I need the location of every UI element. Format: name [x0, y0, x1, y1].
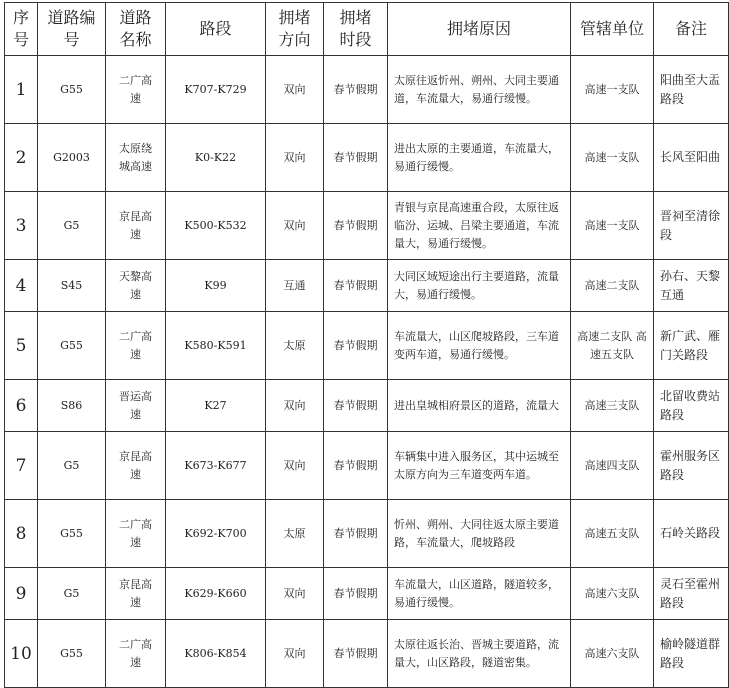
table-row — [5, 432, 729, 500]
table-header-row — [5, 3, 729, 56]
cell-direction: 双向 — [266, 568, 324, 620]
cell-period: 春节假期 — [324, 192, 388, 260]
cell-road-code: G5 — [38, 192, 106, 260]
cell-road-name: 二广高速 — [106, 620, 166, 688]
cell-section: K500-K532 — [166, 192, 266, 260]
table-row — [5, 124, 729, 192]
cell-road-code: G55 — [38, 56, 106, 124]
cell-unit: 高速一支队 — [571, 56, 654, 124]
cell-unit: 高速四支队 — [571, 432, 654, 500]
cell-road-name: 京昆高速 — [106, 192, 166, 260]
header-cause: 拥堵原因 — [388, 3, 571, 56]
cell-note: 灵石至霍州路段 — [654, 568, 729, 620]
cell-road-code: S86 — [38, 380, 106, 432]
cell-road-code: G2003 — [38, 124, 106, 192]
cell-note: 榆岭隧道群路段 — [654, 620, 729, 688]
cell-cause: 车辆集中进入服务区，其中运城至太原方向为三车道变两车道。 — [388, 432, 571, 500]
cell-unit: 高速一支队 — [571, 192, 654, 260]
header-note: 备注 — [654, 3, 729, 56]
cell-section: K806-K854 — [166, 620, 266, 688]
cell-unit: 高速二支队 高速五支队 — [571, 312, 654, 380]
cell-road-name: 天黎高速 — [106, 260, 166, 312]
cell-direction: 太原 — [266, 312, 324, 380]
cell-period: 春节假期 — [324, 500, 388, 568]
cell-cause: 忻州、朔州、大同往返太原主要道路，车流量大，爬坡路段 — [388, 500, 571, 568]
cell-direction: 双向 — [266, 620, 324, 688]
cell-direction: 双向 — [266, 192, 324, 260]
cell-section: K99 — [166, 260, 266, 312]
cell-no: 4 — [5, 260, 38, 312]
cell-cause: 太原往返忻州、朔州、大同主要通道，车流量大，易通行缓慢。 — [388, 56, 571, 124]
cell-section: K580-K591 — [166, 312, 266, 380]
cell-road-code: G5 — [38, 432, 106, 500]
cell-no: 6 — [5, 380, 38, 432]
cell-cause: 进出皇城相府景区的道路，流量大 — [388, 380, 571, 432]
header-period: 拥堵时段 — [324, 3, 388, 56]
cell-road-name: 二广高速 — [106, 312, 166, 380]
cell-no: 5 — [5, 312, 38, 380]
congestion-table-wrapper — [4, 2, 721, 688]
cell-cause: 太原往返长治、晋城主要道路，流量大，山区路段，隧道密集。 — [388, 620, 571, 688]
table-row — [5, 620, 729, 688]
header-unit: 管辖单位 — [571, 3, 654, 56]
cell-section: K629-K660 — [166, 568, 266, 620]
cell-period: 春节假期 — [324, 380, 388, 432]
cell-direction: 双向 — [266, 432, 324, 500]
cell-cause: 车流量大，山区道路，隧道较多，易通行缓慢。 — [388, 568, 571, 620]
cell-cause: 车流量大，山区爬坡路段，三车道变两车道，易通行缓慢。 — [388, 312, 571, 380]
cell-unit: 高速六支队 — [571, 620, 654, 688]
header-road-name: 道路名称 — [106, 3, 166, 56]
cell-period: 春节假期 — [324, 620, 388, 688]
cell-period: 春节假期 — [324, 56, 388, 124]
cell-direction: 双向 — [266, 56, 324, 124]
cell-no: 8 — [5, 500, 38, 568]
cell-no: 3 — [5, 192, 38, 260]
cell-note: 新广武、雁门关路段 — [654, 312, 729, 380]
cell-section: K0-K22 — [166, 124, 266, 192]
header-no: 序号 — [5, 3, 38, 56]
cell-note: 长风至阳曲 — [654, 124, 729, 192]
cell-direction: 互通 — [266, 260, 324, 312]
table-row — [5, 312, 729, 380]
header-section: 路段 — [166, 3, 266, 56]
cell-road-code: G55 — [38, 312, 106, 380]
cell-road-code: G55 — [38, 620, 106, 688]
cell-period: 春节假期 — [324, 432, 388, 500]
congestion-table — [4, 2, 729, 688]
cell-no: 2 — [5, 124, 38, 192]
cell-cause: 进出太原的主要通道，车流量大，易通行缓慢。 — [388, 124, 571, 192]
table-row — [5, 380, 729, 432]
cell-period: 春节假期 — [324, 260, 388, 312]
cell-cause: 大同区域短途出行主要道路，流量大，易通行缓慢。 — [388, 260, 571, 312]
table-body — [5, 56, 729, 688]
cell-note: 晋祠至清徐段 — [654, 192, 729, 260]
cell-unit: 高速一支队 — [571, 124, 654, 192]
cell-no: 7 — [5, 432, 38, 500]
cell-unit: 高速二支队 — [571, 260, 654, 312]
cell-no: 9 — [5, 568, 38, 620]
cell-road-name: 京昆高速 — [106, 432, 166, 500]
header-direction: 拥堵方向 — [266, 3, 324, 56]
cell-no: 10 — [5, 620, 38, 688]
table-row — [5, 260, 729, 312]
cell-road-name: 二广高速 — [106, 500, 166, 568]
cell-cause: 青银与京昆高速重合段，太原往返临汾、运城、吕梁主要通道，车流量大，易通行缓慢。 — [388, 192, 571, 260]
cell-road-name: 太原绕城高速 — [106, 124, 166, 192]
cell-road-name: 二广高速 — [106, 56, 166, 124]
cell-direction: 双向 — [266, 124, 324, 192]
cell-unit: 高速三支队 — [571, 380, 654, 432]
cell-unit: 高速五支队 — [571, 500, 654, 568]
cell-road-code: G5 — [38, 568, 106, 620]
cell-unit: 高速六支队 — [571, 568, 654, 620]
cell-no: 1 — [5, 56, 38, 124]
cell-note: 石岭关路段 — [654, 500, 729, 568]
table-row — [5, 56, 729, 124]
cell-road-code: G55 — [38, 500, 106, 568]
cell-note: 北留收费站路段 — [654, 380, 729, 432]
cell-section: K707-K729 — [166, 56, 266, 124]
cell-road-code: S45 — [38, 260, 106, 312]
cell-section: K27 — [166, 380, 266, 432]
cell-period: 春节假期 — [324, 568, 388, 620]
table-row — [5, 500, 729, 568]
cell-note: 阳曲至大盂路段 — [654, 56, 729, 124]
table-row — [5, 192, 729, 260]
table-row — [5, 568, 729, 620]
cell-note: 孙右、天黎互通 — [654, 260, 729, 312]
cell-direction: 双向 — [266, 380, 324, 432]
cell-period: 春节假期 — [324, 312, 388, 380]
cell-period: 春节假期 — [324, 124, 388, 192]
header-road-code: 道路编号 — [38, 3, 106, 56]
cell-section: K673-K677 — [166, 432, 266, 500]
cell-section: K692-K700 — [166, 500, 266, 568]
cell-road-name: 京昆高速 — [106, 568, 166, 620]
cell-road-name: 晋运高速 — [106, 380, 166, 432]
cell-direction: 太原 — [266, 500, 324, 568]
cell-note: 霍州服务区路段 — [654, 432, 729, 500]
